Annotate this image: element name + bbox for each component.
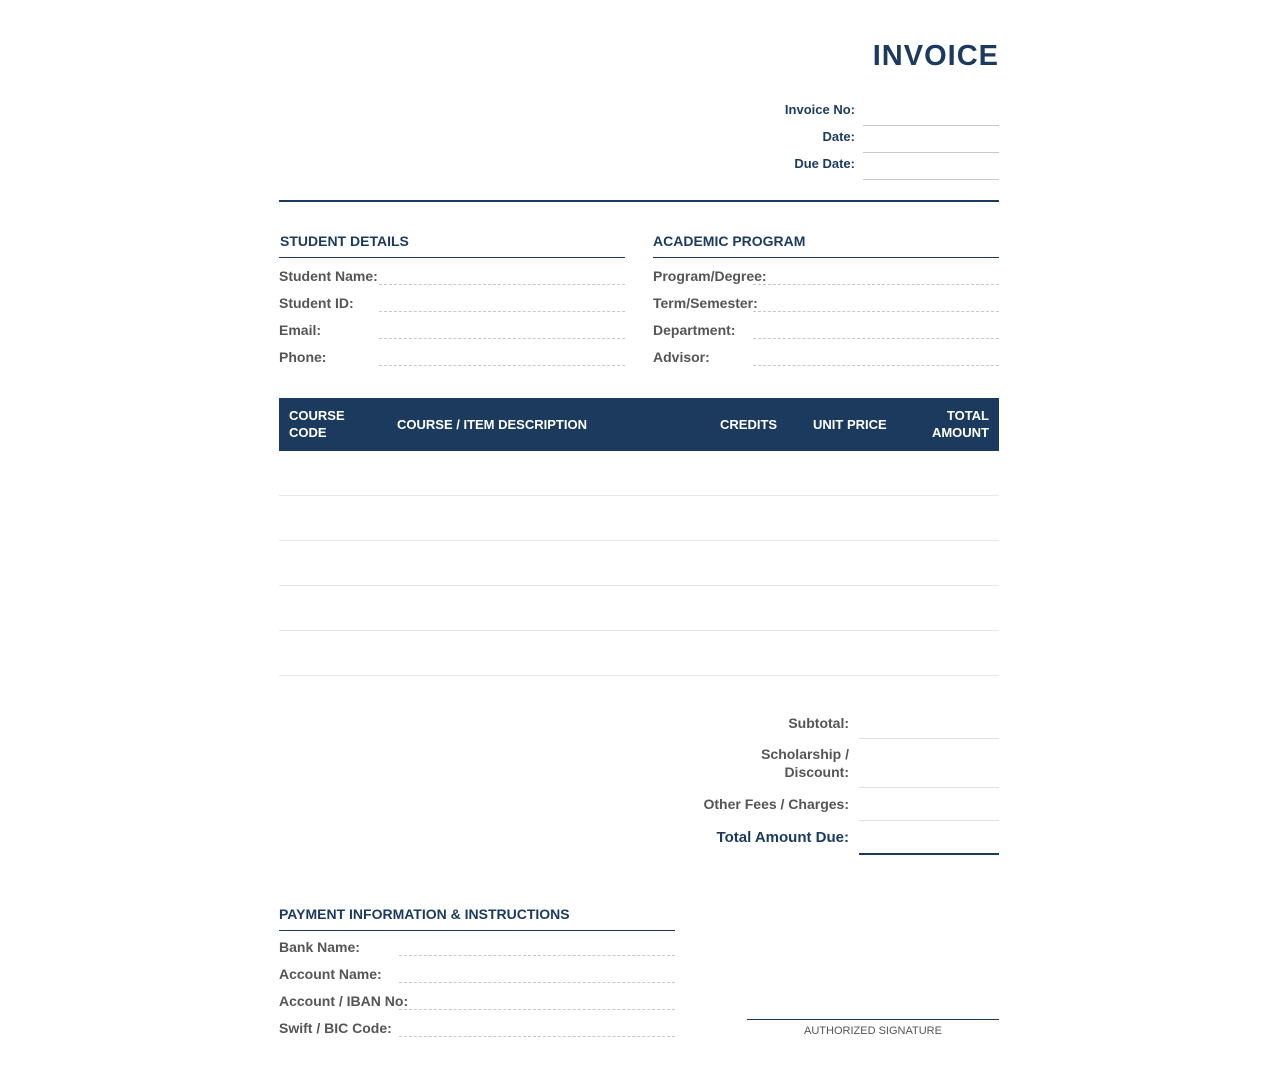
discount-label-line1: Scholarship / (761, 746, 849, 762)
discount-label (761, 745, 849, 781)
invoice-date-field[interactable] (700, 126, 999, 153)
student-details-heading: STUDENT DETAILS (279, 233, 625, 258)
bank-name-field[interactable] (279, 935, 675, 962)
invoice-date-label: Date: (822, 129, 855, 144)
account-name-line[interactable] (399, 982, 675, 983)
program-degree-field[interactable] (653, 264, 999, 291)
invoice-title: INVOICE (872, 40, 999, 72)
column-total-amount (932, 407, 989, 441)
student-details-section (279, 233, 625, 372)
phone-label: Phone: (279, 349, 327, 365)
header-divider (279, 200, 999, 202)
swift-field[interactable] (279, 1016, 675, 1043)
invoice-number-field[interactable] (700, 99, 999, 126)
table-row[interactable] (279, 496, 999, 541)
payment-heading: PAYMENT INFORMATION & INSTRUCTIONS (279, 906, 675, 931)
student-id-field[interactable] (279, 291, 625, 318)
discount-line[interactable] (859, 787, 999, 788)
student-id-label: Student ID: (279, 295, 354, 311)
column-course-code-line1: COURSE (289, 408, 345, 423)
table-row[interactable] (279, 631, 999, 676)
iban-line[interactable] (399, 1009, 675, 1010)
iban-field[interactable] (279, 989, 675, 1016)
department-field[interactable] (653, 318, 999, 345)
other-fees-label: Other Fees / Charges: (703, 796, 849, 812)
payment-section (279, 906, 675, 1043)
academic-program-heading: ACADEMIC PROGRAM (653, 233, 999, 258)
department-line[interactable] (753, 338, 999, 339)
table-header (279, 398, 999, 451)
table-row[interactable] (279, 541, 999, 586)
totals-section (660, 705, 999, 865)
email-label: Email: (279, 322, 322, 338)
due-date-label: Due Date: (794, 156, 855, 171)
due-date-line[interactable] (863, 179, 999, 180)
term-semester-label: Term/Semester: (653, 295, 758, 311)
advisor-line[interactable] (753, 365, 999, 366)
signature-line[interactable] (747, 1019, 999, 1020)
student-name-label: Student Name: (279, 268, 378, 284)
invoice-number-label: Invoice No: (784, 102, 855, 117)
program-degree-label: Program/Degree: (653, 268, 767, 284)
table-row[interactable] (279, 586, 999, 631)
column-course-code-line2: CODE (289, 425, 327, 440)
column-total-line2: AMOUNT (931, 425, 989, 440)
account-name-field[interactable] (279, 962, 675, 989)
table-row[interactable] (279, 451, 999, 496)
student-id-line[interactable] (379, 311, 625, 312)
term-semester-field[interactable] (653, 291, 999, 318)
line-items-table (279, 398, 999, 676)
student-name-line[interactable] (379, 284, 625, 285)
academic-program-section (653, 233, 999, 372)
bank-name-line[interactable] (399, 955, 675, 956)
column-unit-price: UNIT PRICE (813, 417, 887, 432)
term-semester-line[interactable] (753, 311, 999, 312)
signature-label: AUTHORIZED SIGNATURE (804, 1025, 942, 1037)
account-name-label: Account Name: (279, 966, 382, 982)
email-line[interactable] (379, 338, 625, 339)
iban-label: Account / IBAN No: (279, 993, 409, 1009)
program-degree-line[interactable] (753, 284, 999, 285)
phone-field[interactable] (279, 345, 625, 372)
swift-label: Swift / BIC Code: (279, 1020, 392, 1036)
discount-label-line2: Discount: (784, 764, 849, 780)
total-due-label: Total Amount Due: (716, 829, 849, 846)
subtotal-label: Subtotal: (788, 715, 849, 731)
swift-line[interactable] (399, 1036, 675, 1037)
subtotal-line[interactable] (859, 738, 999, 739)
student-name-field[interactable] (279, 264, 625, 291)
column-description: COURSE / ITEM DESCRIPTION (397, 417, 587, 432)
due-date-field[interactable] (700, 153, 999, 180)
other-fees-line[interactable] (859, 820, 999, 821)
advisor-label: Advisor: (653, 349, 710, 365)
email-field[interactable] (279, 318, 625, 345)
total-due-line[interactable] (859, 853, 999, 855)
phone-line[interactable] (379, 365, 625, 366)
advisor-field[interactable] (653, 345, 999, 372)
column-credits: CREDITS (720, 417, 778, 432)
bank-name-label: Bank Name: (279, 939, 360, 955)
column-total-line1: TOTAL (946, 408, 989, 423)
department-label: Department: (653, 322, 736, 338)
column-course-code (289, 407, 345, 441)
